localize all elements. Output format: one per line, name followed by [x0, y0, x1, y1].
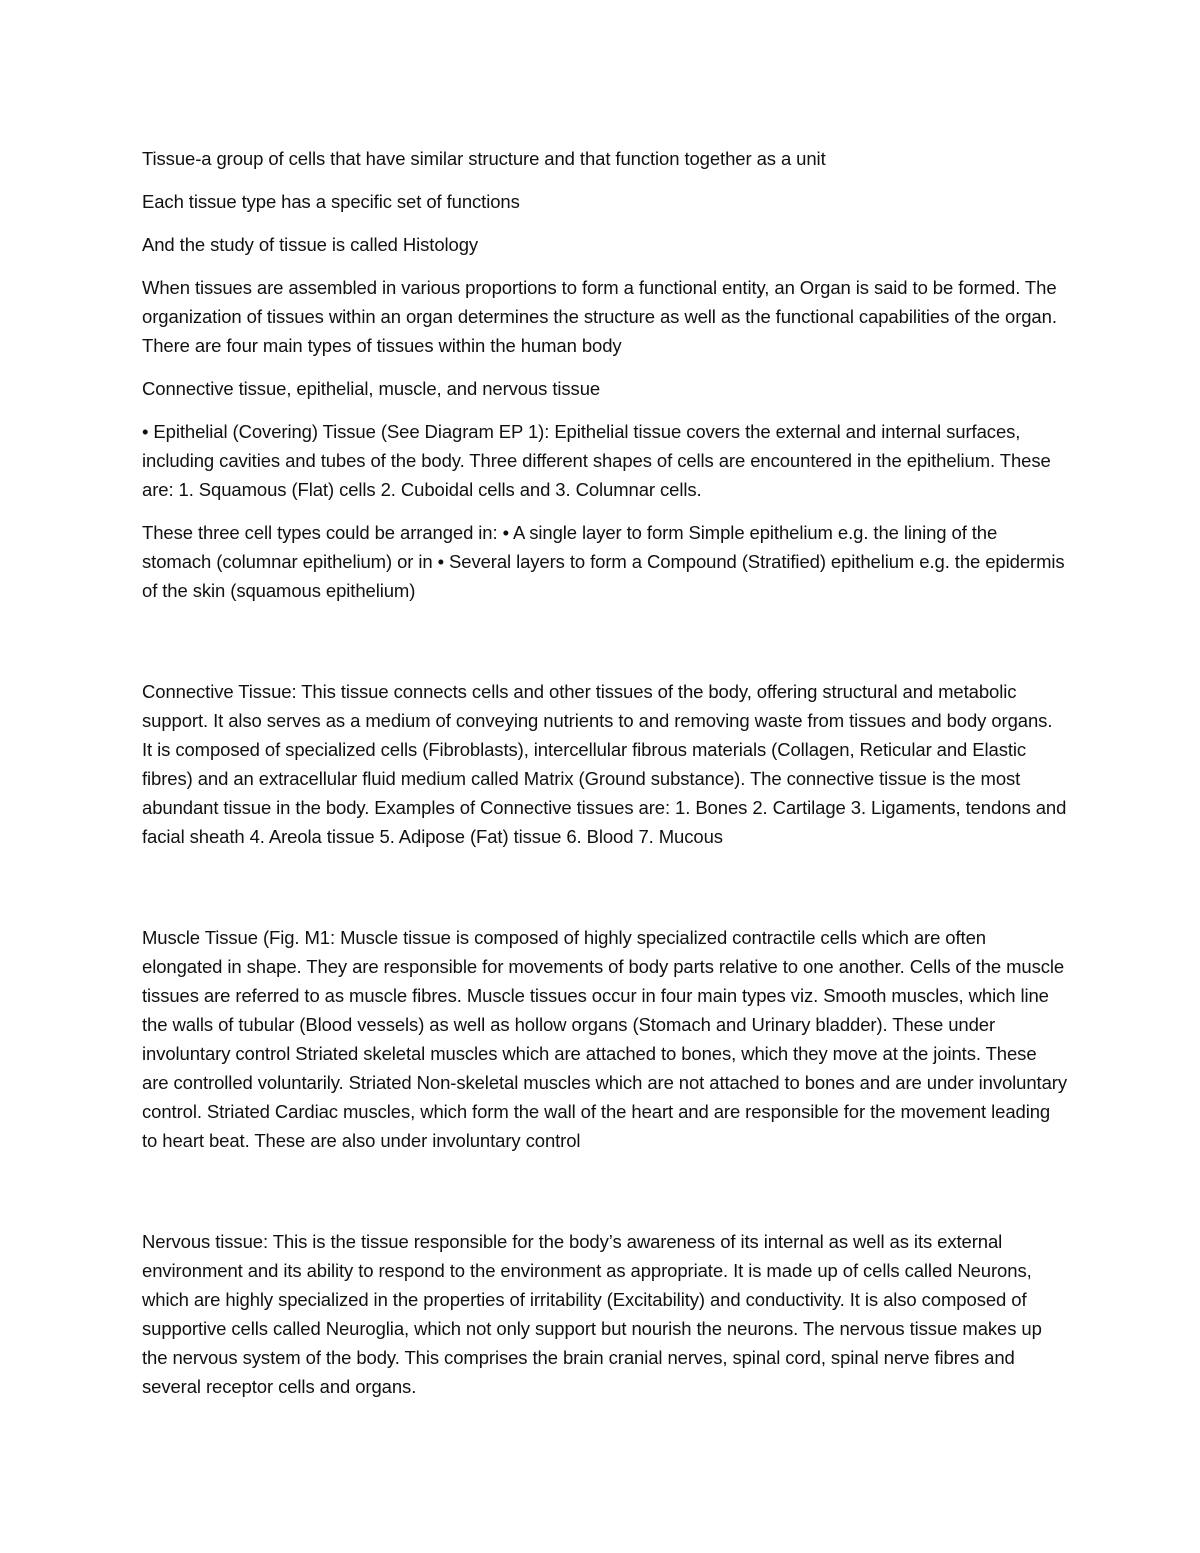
paragraph-muscle-tissue: Muscle Tissue (Fig. M1: Muscle tissue is composed of highly specialized contractile cells which are often elongated in shape. They are responsible for movements of body parts relative to one another. Cells of the muscle tissues are referred to as muscle fibres. Muscle tissues occur in four main types viz. Smooth muscles, which line the walls of tubular (Blood vessels) as well as hollow organs (Stomach and Urinary bladder). These under involuntary control Striated skeletal muscles which are attached to bones, which they move at the joints. These are controlled voluntarily. Striated Non-skeletal muscles which are not attached to bones and are under involuntary control. Striated Cardiac muscles, which form the wall of the heart and are responsible for the movement leading to heart beat. These are also under involuntary control — [142, 927, 1067, 1151]
paragraph-organ-formation: When tissues are assembled in various proportions to form a functional entity, an Organ is said to be formed. The organization of tissues within an organ determines the structure as well as the functional capabilities of the organ. There are four main types of tissues within the human body — [142, 277, 1057, 356]
document-body — [142, 144, 1067, 1415]
paragraph-epithelium-arrangement: These three cell types could be arranged in: • A single layer to form Simple epithelium e.g. the lining of the stomach (columnar epithelium) or in • Several layers to form a Compound (Stratified) epithelium e.g. the epidermis of the skin (squamous epithelium) — [142, 522, 1065, 601]
paragraph-nervous-tissue: Nervous tissue: This is the tissue responsible for the body’s awareness of its internal as well as its external environment and its ability to respond to the environment as appropriate. It is made up of cells called Neurons, which are highly specialized in the properties of irritability (Excitability) and conductivity. It is also composed of supportive cells called Neuroglia, which not only support but nourish the neurons. The nervous tissue makes up the nervous system of the body. This comprises the brain cranial nerves, spinal cord, spinal nerve fibres and several receptor cells and organs. — [142, 1231, 1042, 1397]
paragraph-histology: And the study of tissue is called Histology — [142, 234, 479, 255]
paragraph-connective-tissue: Connective Tissue: This tissue connects cells and other tissues of the body, offering structural and metabolic support. It also serves as a medium of conveying nutrients to and removing waste from tissues and body organs. It is composed of specialized cells (Fibroblasts), intercellular fibrous materials (Collagen, Reticular and Elastic fibres) and an extracellular fluid medium called Matrix (Ground substance). The connective tissue is the most abundant tissue in the body. Examples of Connective tissues are: 1. Bones 2. Cartilage 3. Ligaments, tendons and facial sheath 4. Areola tissue 5. Adipose (Fat) tissue 6. Blood 7. Mucous — [142, 681, 1067, 847]
paragraph-epithelial-tissue: • Epithelial (Covering) Tissue (See Diagram EP 1): Epithelial tissue covers the external and internal surfaces, including cavities and tubes of the body. Three different shapes of cells are encountered in the epithelium. These are: 1. Squamous (Flat) cells 2. Cuboidal cells and 3. Columnar cells. — [142, 421, 1051, 500]
paragraph-tissue-types: Connective tissue, epithelial, muscle, and nervous tissue — [142, 378, 601, 399]
paragraph-tissue-functions: Each tissue type has a specific set of functions — [142, 191, 520, 212]
paragraph-tissue-definition: Tissue-a group of cells that have similar structure and that function together as a unit — [142, 148, 826, 169]
